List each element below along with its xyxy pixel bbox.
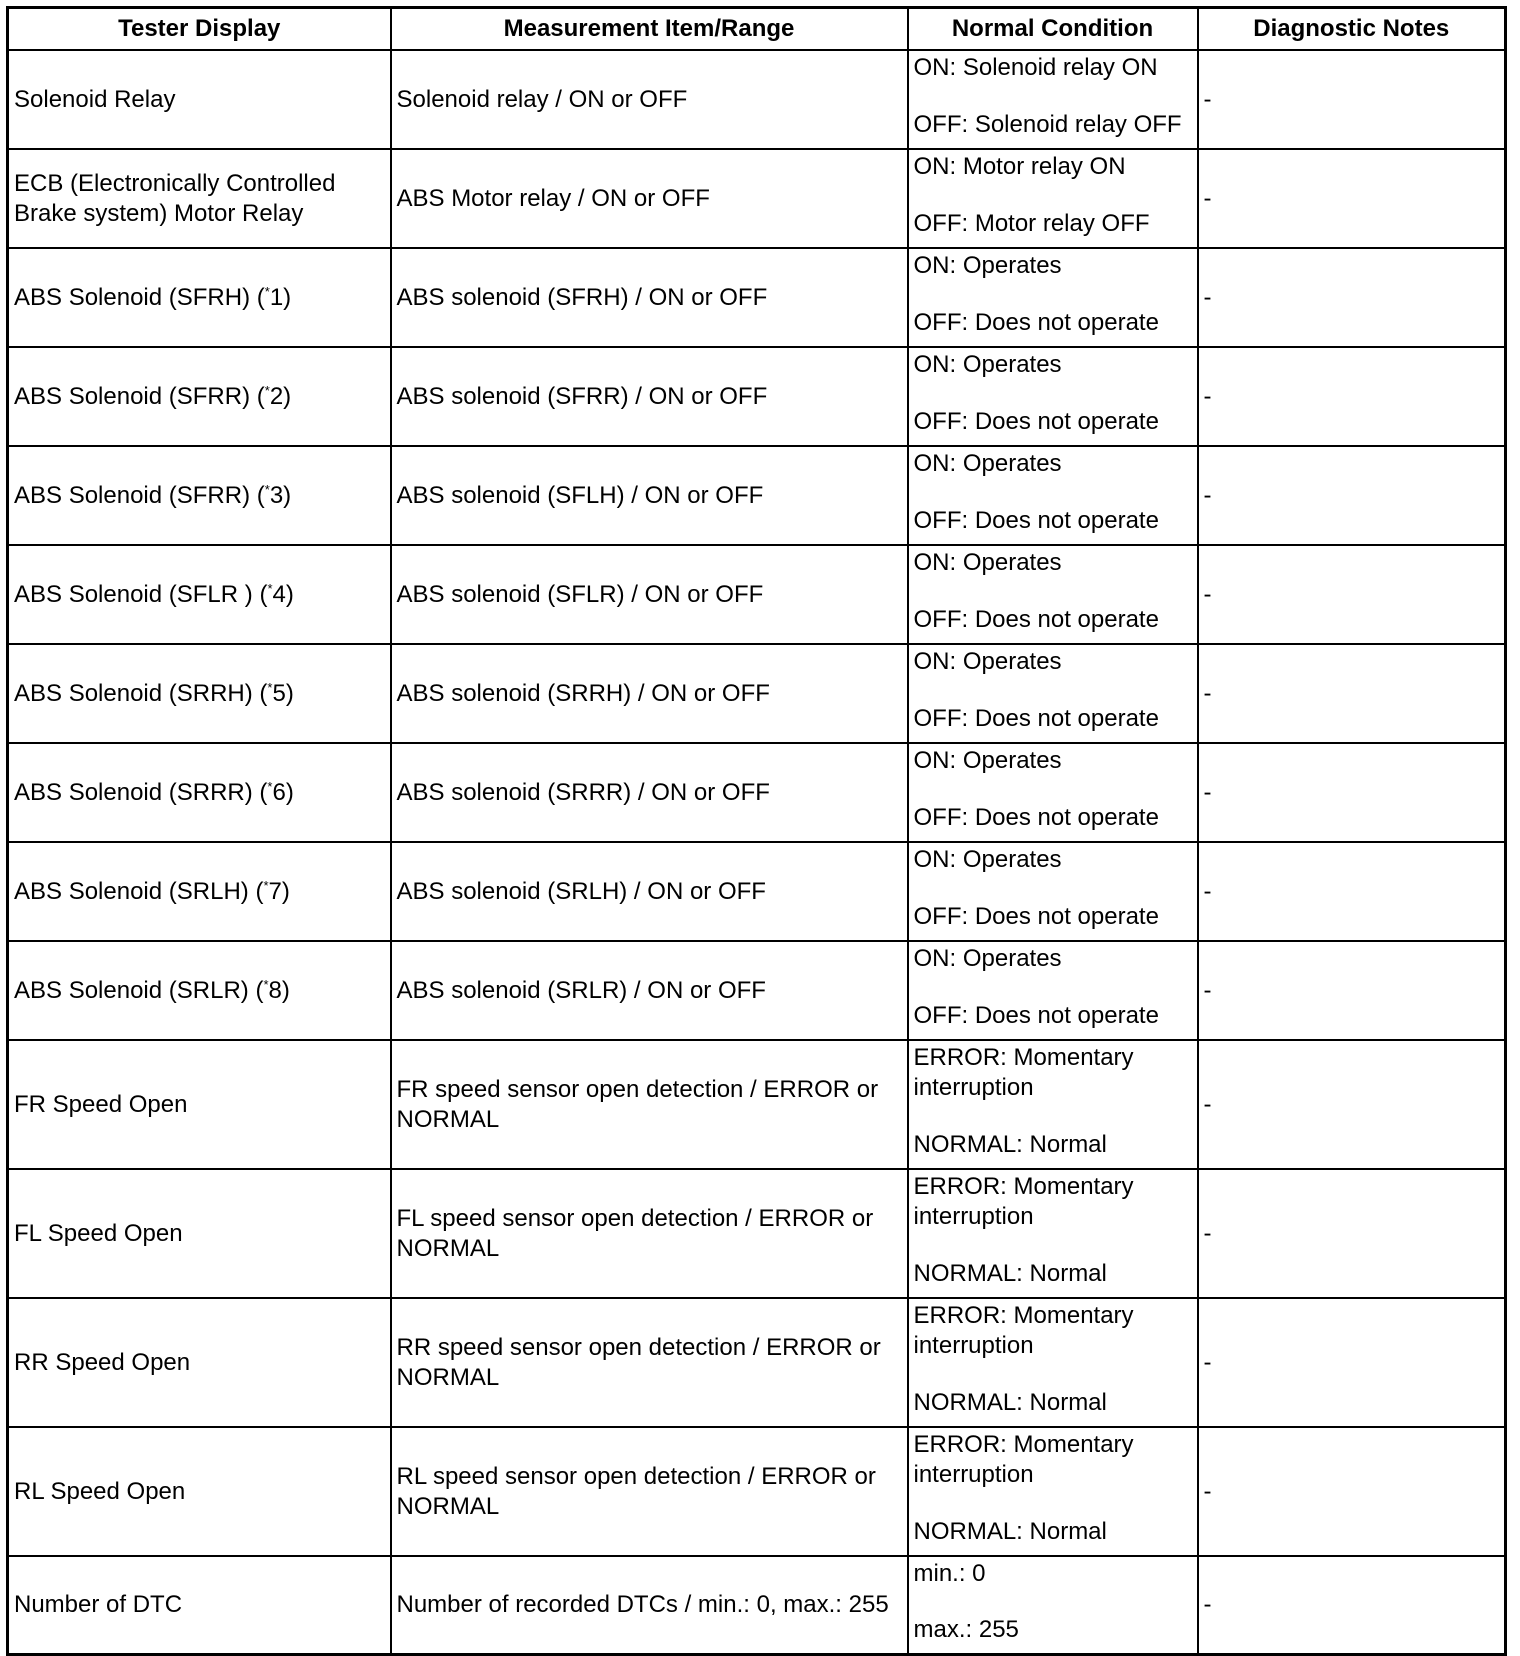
condition-secondary: OFF: Does not operate <box>913 1002 1159 1029</box>
cell-normal-condition <box>908 644 1198 743</box>
cell-diagnostic-notes: - <box>1198 1298 1506 1427</box>
condition-primary: ON: Operates <box>913 747 1062 774</box>
table-row <box>8 50 1506 149</box>
cell-normal-condition <box>908 149 1198 248</box>
cell-normal-condition <box>908 1040 1198 1169</box>
tester-display-text: ABS Solenoid (SFRR) ( <box>14 382 265 410</box>
footnote-number: 2 <box>269 382 284 410</box>
condition-primary: ON: Operates <box>913 846 1062 873</box>
cell-normal-condition <box>908 743 1198 842</box>
condition-primary: ERROR: Momentary interruption <box>913 1173 1134 1230</box>
cell-diagnostic-notes: - <box>1198 1169 1506 1298</box>
tester-display-text: ABS Solenoid (SFRR) ( <box>14 481 265 509</box>
cell-tester-display <box>8 1427 391 1556</box>
cell-tester-display <box>8 347 391 446</box>
footnote-reference <box>265 383 291 410</box>
cell-diagnostic-notes: - <box>1198 1427 1506 1556</box>
footnote-reference <box>265 284 291 311</box>
cell-measurement-item-range: ABS solenoid (SFRH) / ON or OFF <box>391 248 908 347</box>
condition-secondary: NORMAL: Normal <box>913 1389 1107 1416</box>
footnote-asterisk: * <box>264 382 270 398</box>
condition-primary: ERROR: Momentary interruption <box>913 1044 1134 1101</box>
cell-tester-display <box>8 50 391 149</box>
cell-tester-display <box>8 149 391 248</box>
footnote-number: 3 <box>269 481 284 509</box>
tester-display-text: Solenoid Relay <box>14 85 176 113</box>
condition-lines <box>914 251 1192 338</box>
cell-normal-condition <box>908 248 1198 347</box>
tester-display-text: RR Speed Open <box>14 1348 191 1376</box>
footnote-number: 8 <box>268 976 282 1004</box>
condition-lines <box>914 746 1192 833</box>
condition-secondary: OFF: Does not operate <box>913 606 1159 633</box>
condition-primary: ON: Operates <box>913 351 1062 378</box>
footnote-close-paren: ) <box>285 580 294 608</box>
cell-tester-display <box>8 248 391 347</box>
tester-display-text: ABS Solenoid (SRRR) ( <box>14 778 268 806</box>
footnote-reference <box>267 779 293 806</box>
condition-primary: ON: Operates <box>913 945 1062 972</box>
cell-normal-condition <box>908 1556 1198 1655</box>
condition-secondary: OFF: Does not operate <box>913 309 1159 336</box>
cell-diagnostic-notes: - <box>1198 446 1506 545</box>
condition-primary: ON: Operates <box>913 648 1062 675</box>
footnote-reference <box>267 680 293 707</box>
tester-display-text: ECB (Electronically Controlled Brake system) Motor Relay <box>14 169 336 227</box>
condition-lines <box>914 1430 1192 1547</box>
footnote-reference <box>267 581 293 608</box>
table-row <box>8 842 1506 941</box>
footnote-close-paren: ) <box>283 283 292 311</box>
condition-secondary: OFF: Does not operate <box>913 705 1159 732</box>
table-row <box>8 248 1506 347</box>
condition-secondary: NORMAL: Normal <box>913 1518 1107 1545</box>
condition-lines <box>914 1172 1192 1289</box>
cell-measurement-item-range: ABS Motor relay / ON or OFF <box>391 149 908 248</box>
condition-primary: ERROR: Momentary interruption <box>913 1431 1134 1488</box>
table-row <box>8 1169 1506 1298</box>
cell-measurement-item-range: Number of recorded DTCs / min.: 0, max.: 255 <box>391 1556 908 1655</box>
table-row <box>8 941 1506 1040</box>
condition-secondary: max.: 255 <box>913 1616 1019 1643</box>
footnote-asterisk: * <box>264 481 270 497</box>
footnote-close-paren: ) <box>285 679 294 707</box>
cell-tester-display <box>8 941 391 1040</box>
cell-normal-condition <box>908 1298 1198 1427</box>
cell-normal-condition <box>908 545 1198 644</box>
tester-display-text: ABS Solenoid (SRLR) ( <box>14 976 264 1004</box>
cell-diagnostic-notes: - <box>1198 248 1506 347</box>
condition-lines <box>914 845 1192 932</box>
table-row <box>8 149 1506 248</box>
cell-normal-condition <box>908 1427 1198 1556</box>
footnote-number: 6 <box>272 778 286 806</box>
cell-diagnostic-notes: - <box>1198 743 1506 842</box>
footnote-number: 7 <box>268 877 282 905</box>
table-row <box>8 347 1506 446</box>
cell-diagnostic-notes: - <box>1198 545 1506 644</box>
cell-diagnostic-notes: - <box>1198 644 1506 743</box>
table-row <box>8 1040 1506 1169</box>
condition-primary: ON: Operates <box>913 252 1062 279</box>
condition-lines <box>914 1301 1192 1418</box>
footnote-reference <box>263 878 289 905</box>
condition-primary: min.: 0 <box>913 1560 986 1587</box>
cell-tester-display <box>8 1040 391 1169</box>
table-row <box>8 446 1506 545</box>
cell-normal-condition <box>908 446 1198 545</box>
tester-display-text: RL Speed Open <box>14 1477 186 1505</box>
footnote-close-paren: ) <box>283 382 292 410</box>
cell-normal-condition <box>908 941 1198 1040</box>
header-normal-condition: Normal Condition <box>908 8 1198 51</box>
tester-display-text: FL Speed Open <box>14 1219 183 1247</box>
footnote-number: 1 <box>269 283 284 311</box>
cell-measurement-item-range: ABS solenoid (SRLH) / ON or OFF <box>391 842 908 941</box>
header-measurement-item-range: Measurement Item/Range <box>391 8 908 51</box>
condition-primary: ON: Operates <box>913 450 1062 477</box>
condition-secondary: NORMAL: Normal <box>913 1131 1107 1158</box>
tester-display-text: ABS Solenoid (SRLH) ( <box>14 877 264 905</box>
condition-secondary: OFF: Solenoid relay OFF <box>913 111 1182 138</box>
footnote-close-paren: ) <box>285 778 294 806</box>
cell-measurement-item-range: FL speed sensor open detection / ERROR or NORMAL <box>391 1169 908 1298</box>
condition-lines <box>914 647 1192 734</box>
condition-lines <box>914 1559 1192 1645</box>
tester-display-text: FR Speed Open <box>14 1090 188 1118</box>
footnote-number: 4 <box>272 580 286 608</box>
table-row <box>8 1427 1506 1556</box>
table-row <box>8 545 1506 644</box>
tester-display-text: ABS Solenoid (SFLR ) ( <box>14 580 268 608</box>
cell-diagnostic-notes: - <box>1198 50 1506 149</box>
condition-lines <box>914 944 1192 1031</box>
condition-primary: ON: Operates <box>913 549 1062 576</box>
condition-primary: ERROR: Momentary interruption <box>913 1302 1134 1359</box>
cell-tester-display <box>8 1298 391 1427</box>
cell-tester-display <box>8 1556 391 1655</box>
cell-tester-display <box>8 446 391 545</box>
cell-diagnostic-notes: - <box>1198 941 1506 1040</box>
cell-measurement-item-range: ABS solenoid (SFLH) / ON or OFF <box>391 446 908 545</box>
footnote-asterisk: * <box>264 283 270 299</box>
cell-measurement-item-range: ABS solenoid (SRRH) / ON or OFF <box>391 644 908 743</box>
condition-secondary: OFF: Does not operate <box>913 507 1159 534</box>
footnote-asterisk: * <box>267 778 273 794</box>
condition-lines <box>914 1043 1192 1160</box>
table-row <box>8 644 1506 743</box>
condition-secondary: OFF: Does not operate <box>913 903 1159 930</box>
condition-secondary: OFF: Motor relay OFF <box>913 210 1150 237</box>
table-header-row <box>8 8 1506 51</box>
footnote-reference <box>265 482 291 509</box>
tester-data-table <box>6 6 1507 1656</box>
tester-display-text: Number of DTC <box>14 1591 183 1618</box>
condition-lines <box>914 548 1192 635</box>
cell-measurement-item-range: RR speed sensor open detection / ERROR or NORMAL <box>391 1298 908 1427</box>
condition-lines <box>914 449 1192 536</box>
condition-lines <box>914 152 1192 239</box>
header-tester-display: Tester Display <box>8 8 391 51</box>
footnote-close-paren: ) <box>283 481 292 509</box>
condition-primary: ON: Solenoid relay ON <box>913 54 1158 81</box>
table-row <box>8 743 1506 842</box>
footnote-asterisk: * <box>267 580 273 596</box>
cell-diagnostic-notes: - <box>1198 1040 1506 1169</box>
condition-secondary: OFF: Does not operate <box>913 804 1159 831</box>
cell-measurement-item-range: Solenoid relay / ON or OFF <box>391 50 908 149</box>
cell-normal-condition <box>908 50 1198 149</box>
table-row <box>8 1556 1506 1655</box>
cell-normal-condition <box>908 842 1198 941</box>
tester-display-text: ABS Solenoid (SFRH) ( <box>14 283 265 311</box>
cell-measurement-item-range: ABS solenoid (SRLR) / ON or OFF <box>391 941 908 1040</box>
cell-diagnostic-notes: - <box>1198 1556 1506 1655</box>
cell-measurement-item-range: ABS solenoid (SFLR) / ON or OFF <box>391 545 908 644</box>
cell-tester-display <box>8 644 391 743</box>
cell-diagnostic-notes: - <box>1198 149 1506 248</box>
footnote-asterisk: * <box>263 877 269 893</box>
header-diagnostic-notes: Diagnostic Notes <box>1198 8 1506 51</box>
cell-tester-display <box>8 1169 391 1298</box>
condition-lines <box>914 350 1192 437</box>
condition-secondary: OFF: Does not operate <box>913 408 1159 435</box>
cell-measurement-item-range: ABS solenoid (SFRR) / ON or OFF <box>391 347 908 446</box>
tester-display-text: ABS Solenoid (SRRH) ( <box>14 679 268 707</box>
cell-tester-display <box>8 743 391 842</box>
condition-lines <box>914 53 1192 140</box>
cell-normal-condition <box>908 347 1198 446</box>
cell-measurement-item-range: RL speed sensor open detection / ERROR or NORMAL <box>391 1427 908 1556</box>
cell-diagnostic-notes: - <box>1198 347 1506 446</box>
condition-primary: ON: Motor relay ON <box>913 153 1126 180</box>
condition-secondary: NORMAL: Normal <box>913 1260 1107 1287</box>
footnote-asterisk: * <box>263 976 269 992</box>
footnote-close-paren: ) <box>281 976 290 1004</box>
footnote-number: 5 <box>272 679 286 707</box>
table-row <box>8 1298 1506 1427</box>
cell-measurement-item-range: ABS solenoid (SRRR) / ON or OFF <box>391 743 908 842</box>
cell-tester-display <box>8 842 391 941</box>
cell-measurement-item-range: FR speed sensor open detection / ERROR or NORMAL <box>391 1040 908 1169</box>
cell-tester-display <box>8 545 391 644</box>
footnote-close-paren: ) <box>281 877 290 905</box>
footnote-reference <box>263 977 289 1004</box>
cell-diagnostic-notes: - <box>1198 842 1506 941</box>
cell-normal-condition <box>908 1169 1198 1298</box>
footnote-asterisk: * <box>267 679 273 695</box>
